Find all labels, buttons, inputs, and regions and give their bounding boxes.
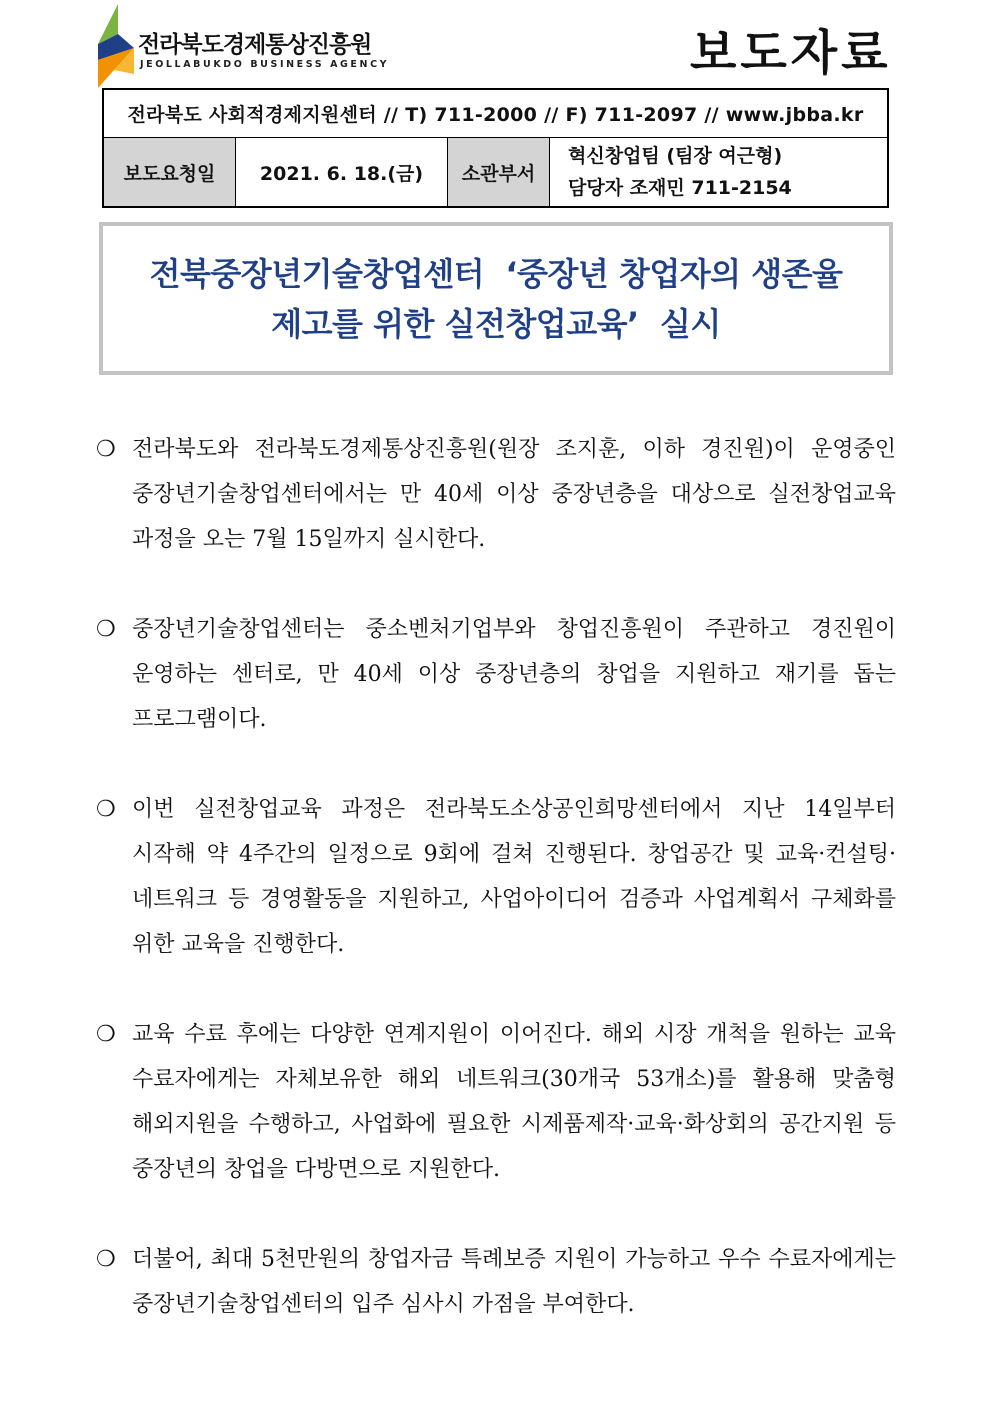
department-name: 혁신창업팀 (팀장 여근형) (568, 145, 783, 167)
paragraph-text: 더불어, 최대 5천만원의 창업자금 특례보증 지원이 가능하고 우수 수료자에게는 중장년기술창업센터의 입주 심사시 가점을 부여한다. (132, 1247, 896, 1317)
paragraph-text: 이번 실전창업교육 과정은 전라북도소상공인희망센터에서 지난 14일부터 시작해 약 4주간의 일정으로 9회에 걸쳐 진행된다. 창업공간 및 교육·컨설팅·네트워크 등 경영활동을 지원하고, 사업아이디어 검증과 사업계획서 구체화를 위한 교육을 진행한다. (132, 797, 896, 957)
bullet-icon: ❍ (96, 797, 116, 822)
agency-logo (94, 4, 414, 88)
body-paragraph (96, 1237, 896, 1327)
bullet-icon: ❍ (96, 1247, 116, 1272)
org-name-en: JEOLLABUKDO BUSINESS AGENCY (140, 59, 390, 70)
paragraph-text: 전라북도와 전라북도경제통상진흥원(원장 조지훈, 이하 경진원)이 운영중인 중장년기술창업센터에서는 만 40세 이상 중장년층을 대상으로 실전창업교육 과정을 오는 7월 15일까지 실시한다. (132, 437, 896, 552)
headline-line-1: 전북중장년기술창업센터 ‘중장년 창업자의 생존율 (149, 254, 843, 293)
paragraph-text: 교육 수료 후에는 다양한 연계지원이 이어진다. 해외 시장 개척을 원하는 교육 수료자에게는 자체보유한 해외 네트워크(30개국 53개소)를 활용해 맞춤형 해외지원을 수행하고, 사업화에 필요한 시제품제작·교육·화상회의 공간지원 등 중장년의 창업을 다방면으로 지원한다. (132, 1022, 896, 1182)
press-info-table (102, 88, 889, 208)
contact-line: 전라북도 사회적경제지원센터 // T) 711-2000 // F) 711-2097 // www.jbba.kr (104, 90, 887, 138)
department-label: 소관부서 (448, 138, 550, 206)
request-date: 2021. 6. 18.(금) (236, 138, 448, 206)
bullet-icon: ❍ (96, 1022, 116, 1047)
body-paragraph (96, 427, 896, 562)
contact-person: 담당자 조재민 711-2154 (568, 177, 792, 199)
meta-row (104, 138, 887, 206)
paragraph-text: 중장년기술창업센터는 중소벤처기업부와 창업진흥원이 주관하고 경진원이 운영하는 센터로, 만 40세 이상 중장년층의 창업을 지원하고 재기를 돕는 프로그램이다. (132, 617, 896, 732)
request-date-label: 보도요청일 (104, 138, 236, 206)
agency-logo-mark (94, 4, 138, 88)
headline-line-2: 제고를 위한 실전창업교육’ 실시 (271, 304, 721, 343)
bullet-icon: ❍ (96, 437, 116, 462)
document-type-title: 보도자료 (690, 25, 892, 81)
headline-box (99, 222, 893, 375)
body-paragraph (96, 1012, 896, 1192)
org-name: 전라북도경제통상진흥원 (138, 32, 372, 58)
body-paragraph (96, 787, 896, 967)
body-paragraph (96, 607, 896, 742)
bullet-icon: ❍ (96, 617, 116, 642)
department-cell (550, 138, 887, 206)
